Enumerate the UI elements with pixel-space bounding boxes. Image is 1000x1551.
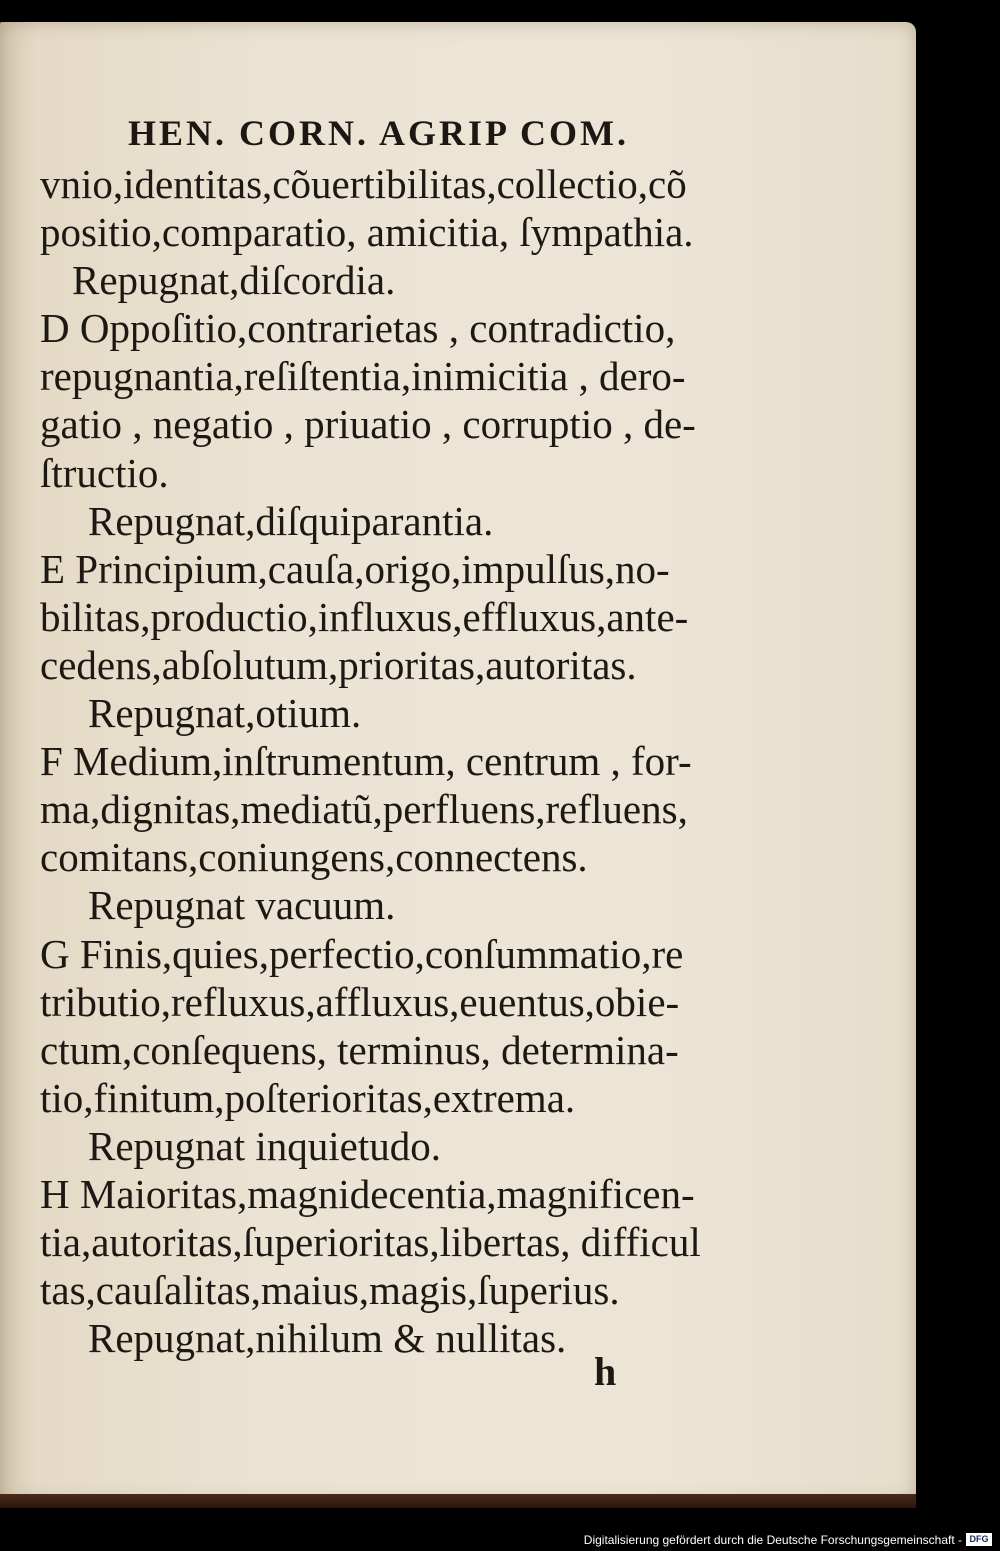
text-line: repugnantia,reſiſtentia,inimicitia , dero- <box>40 353 686 400</box>
text-line: cedens,abſolutum,prioritas,autoritas. <box>40 641 637 688</box>
text-line: Repugnat,otium. <box>88 690 362 737</box>
text-line: Repugnat inquietudo. <box>88 1122 442 1169</box>
text-line: positio,comparatio, amicitia, ſympathia. <box>40 209 694 256</box>
digitization-credit: Digitalisierung gefördert durch die Deutsche Forschungsgemeinschaft - <box>583 1533 962 1547</box>
text-line: tio,finitum,poſterioritas,extrema. <box>40 1074 576 1121</box>
page-text <box>34 160 754 1362</box>
text-line: D Oppoſitio,contrarietas , contradictio, <box>40 305 676 352</box>
text-line: ctum,conſequens, terminus, determina- <box>40 1026 679 1073</box>
text-line: comitans,coniungens,connectens. <box>40 834 588 881</box>
text-line: gatio , negatio , priuatio , corruptio , de- <box>40 401 696 448</box>
text-line: ma,dignitas,mediatũ,perfluens,refluens, <box>40 786 688 833</box>
text-line: Repugnat,diſquiparantia. <box>88 497 494 544</box>
text-line: ſtructio. <box>40 449 169 496</box>
text-line: F Medium,inſtrumentum, centrum , for- <box>40 738 692 785</box>
text-line: H Maioritas,magnidecentia,magnificen- <box>40 1170 695 1217</box>
catchword: h <box>594 1349 617 1394</box>
text-line: bilitas,productio,influxus,effluxus,ante- <box>40 593 689 640</box>
text-line: G Finis,quies,perfectio,conſummatio,re <box>40 930 684 977</box>
text-line: Repugnat vacuum. <box>88 882 396 929</box>
dfg-logo: DFG <box>966 1533 992 1546</box>
text-line: E Principium,cauſa,origo,impulſus,no- <box>40 545 670 592</box>
page-edge <box>0 1494 916 1508</box>
text-line: vnio,identitas,cõuertibilitas,collectio,cõ <box>40 161 687 207</box>
text-line: tas,cauſalitas,maius,magis,ſuperius. <box>40 1267 620 1314</box>
text-line: Repugnat,nihilum & nullitas. <box>88 1315 567 1362</box>
text-line: tia,autoritas,ſuperioritas,libertas, difficul <box>40 1219 701 1266</box>
running-header: HEN. CORN. AGRIP COM. <box>128 113 630 153</box>
text-line: tributio,refluxus,affluxus,euentus,obie- <box>40 978 680 1025</box>
text-line: Repugnat,diſcordia. <box>72 257 396 304</box>
